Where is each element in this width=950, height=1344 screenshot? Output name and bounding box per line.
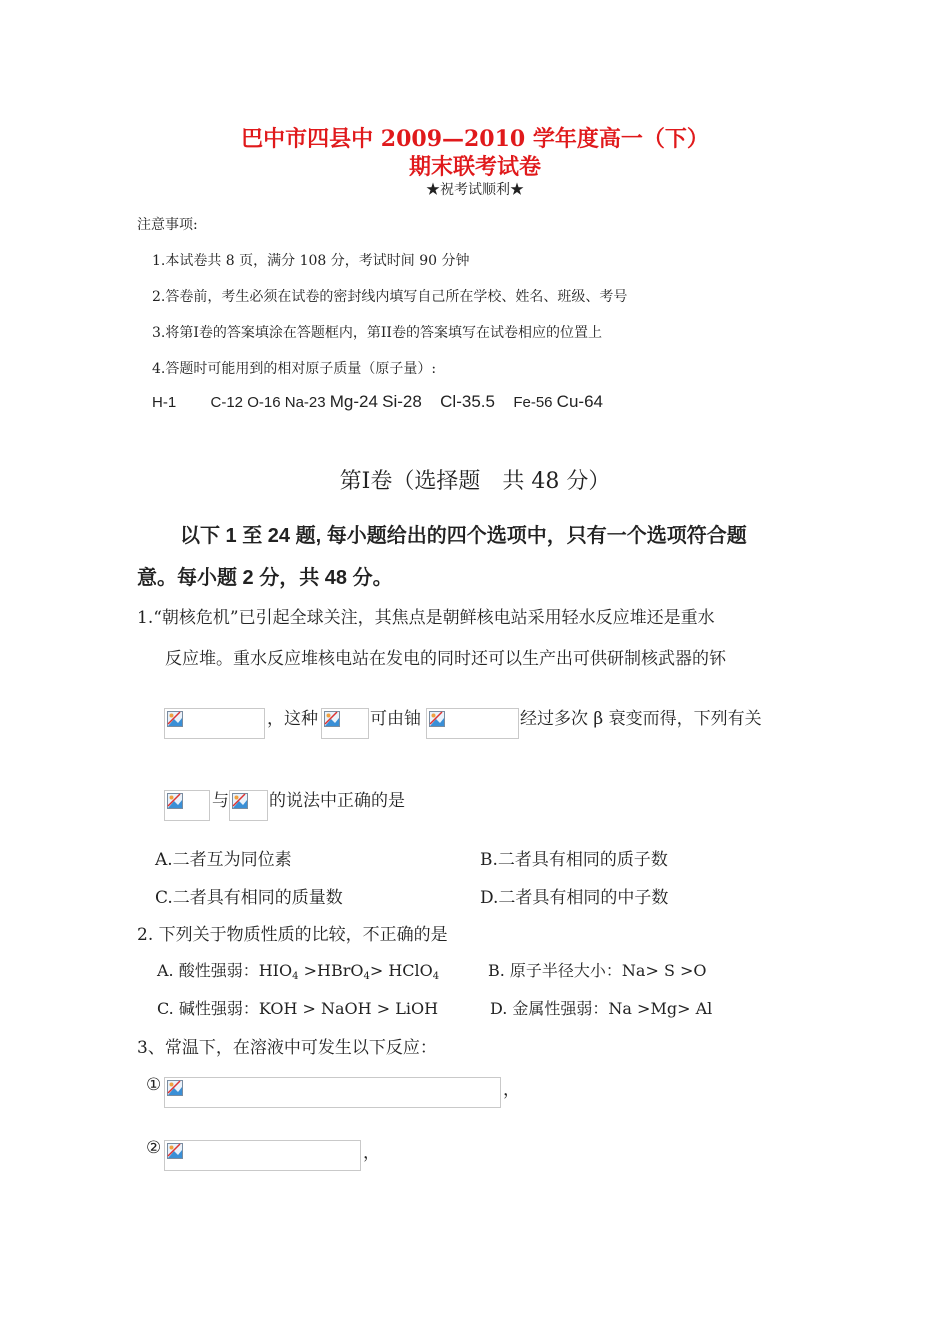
- broken-image-icon: [232, 793, 248, 809]
- q1-option-b: B.二者具有相同的质子数: [480, 850, 668, 870]
- q1-frag-b: 可由铀: [370, 709, 421, 729]
- mass-fe: Fe-56: [513, 394, 553, 411]
- q1-frag-d: 与: [212, 791, 229, 811]
- q1-option-d: D.二者具有相同的中子数: [480, 888, 669, 908]
- atomic-mass-list: [152, 392, 603, 412]
- broken-image-icon: [167, 1080, 183, 1096]
- q1-line1: 1.“朝核危机”已引起全球关注，其焦点是朝鲜核电站采用轻水反应堆还是重水: [137, 608, 715, 628]
- section-instructions-line1: 以下 1 至 24 题, 每小题给出的四个选项中，只有一个选项符合题: [180, 525, 747, 547]
- wish-text: ★祝考试顺利★: [426, 182, 524, 198]
- q1-formula-image-u: [426, 708, 519, 739]
- mass-si: Si-28: [382, 392, 422, 411]
- mass-c: C-12: [210, 394, 244, 411]
- q1-frag-c: 经过多次 β 衰变而得，下列有关: [520, 709, 762, 729]
- mass-h: H-1: [152, 394, 177, 411]
- q3-reaction-image-1: [164, 1077, 501, 1108]
- broken-image-icon: [324, 711, 340, 727]
- mass-cu: Cu-64: [556, 392, 603, 411]
- q1-option-c: C.二者具有相同的质量数: [155, 888, 343, 908]
- q2-option-b: B. 原子半径大小：Na> S >O: [488, 961, 707, 980]
- mass-mg: Mg-24: [329, 392, 378, 411]
- broken-image-icon: [167, 793, 183, 809]
- q1-option-a: A.二者互为同位素: [155, 850, 292, 870]
- section-title: 第Ⅰ卷（选择题 共 48 分）: [339, 469, 611, 494]
- note-item-2: 2.答卷前，考生必须在试卷的密封线内填写自己所在学校、姓名、班级、考号: [152, 289, 628, 305]
- q3-comma-1: ，: [503, 1080, 520, 1100]
- q2-option-c: C. 碱性强弱：KOH > NaOH > LiOH: [157, 999, 439, 1018]
- broken-image-icon: [429, 711, 445, 727]
- note-item-4: 4.答题时可能用到的相对原子质量（原子量）:: [152, 361, 437, 377]
- notes-heading: 注意事项:: [137, 217, 198, 233]
- note-item-1: 1.本试卷共 8 页，满分 108 分，考试时间 90 分钟: [152, 253, 470, 269]
- q1-formula-image-pu-2: [164, 790, 210, 821]
- q1-formula-image-pu: [164, 708, 265, 739]
- exam-title-line1: 巴中市四县中 2009—2010 学年度高一（下）: [241, 126, 709, 152]
- subscript: 4: [432, 971, 440, 982]
- q2-option-a-part1: A. 酸性强弱：HIO: [157, 961, 293, 980]
- q2-stem: 2. 下列关于物质性质的比较，不正确的是: [137, 925, 448, 945]
- subscript: 4: [292, 971, 299, 982]
- q2-option-a-part2: >HBrO: [298, 961, 364, 980]
- q3-comma-2: ，: [363, 1143, 380, 1163]
- q2-option-a: [157, 958, 439, 982]
- q1-formula-image-pu-short: [321, 708, 369, 739]
- note-item-3: 3.将第Ⅰ卷的答案填涂在答题框内，第II卷的答案填写在试卷相应的位置上: [152, 325, 602, 341]
- q2-option-a-part3: > HClO: [369, 961, 433, 980]
- q1-line2: 反应堆。重水反应堆核电站在发电的同时还可以生产出可供研制核武器的钚: [165, 649, 726, 669]
- section-instructions-line2: 意。每小题 2 分，共 48 分。: [137, 567, 393, 589]
- exam-title-line2: 期末联考试卷: [408, 154, 541, 180]
- q3-reaction-image-2: [164, 1140, 361, 1171]
- broken-image-icon: [167, 711, 183, 727]
- subscript: 4: [363, 971, 370, 982]
- q1-frag-e: 的说法中正确的是: [269, 791, 405, 811]
- q1-formula-image-u-2: [229, 790, 268, 821]
- mass-na: Na-23: [284, 394, 326, 411]
- q3-stem: 3、常温下，在溶液中可发生以下反应：: [137, 1038, 437, 1058]
- q2-option-d: D. 金属性强弱：Na >Mg> Al: [490, 999, 713, 1018]
- q1-frag-a: ，这种: [267, 709, 318, 729]
- mass-cl: Cl-35.5: [440, 392, 495, 411]
- q3-marker-2: ②: [146, 1138, 162, 1158]
- broken-image-icon: [167, 1143, 183, 1159]
- mass-o: O-16: [247, 394, 281, 411]
- q3-marker-1: ①: [146, 1075, 162, 1095]
